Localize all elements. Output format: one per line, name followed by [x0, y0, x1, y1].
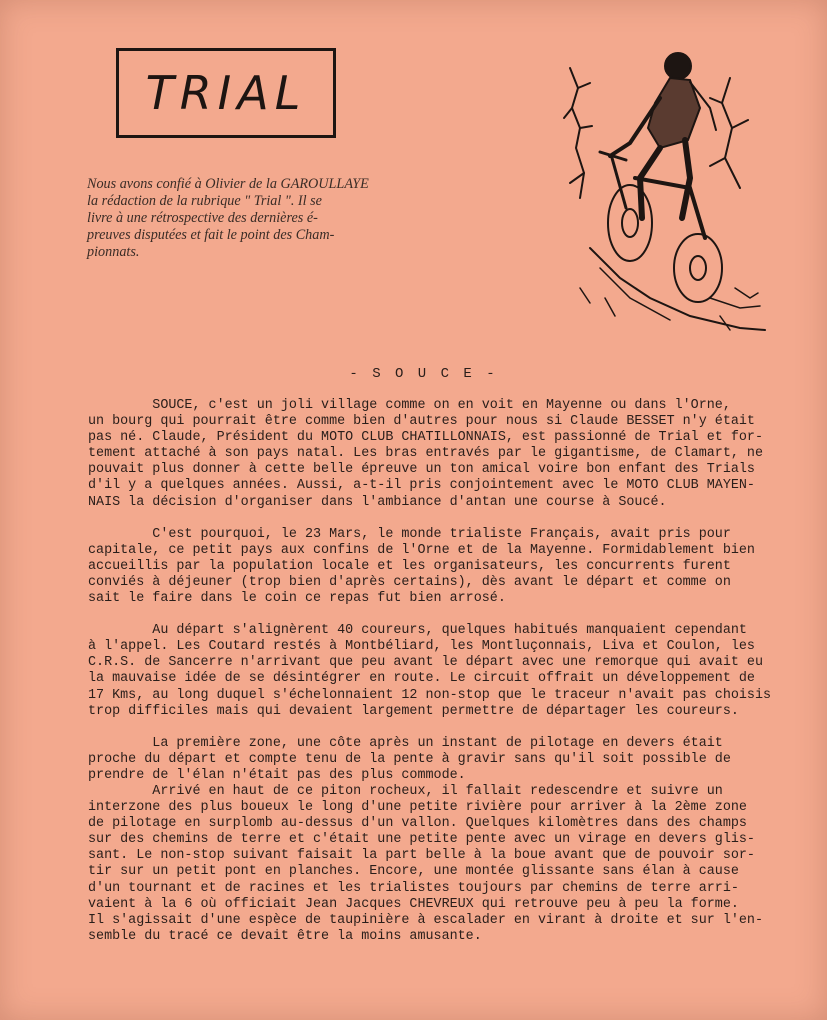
text-line: NAIS la décision d'organiser dans l'ambiance d'antan une course à Soucé. — [88, 494, 667, 510]
text-line: conviés à déjeuner (trop bien d'après certains), dès avant le départ et comme on — [88, 574, 731, 590]
section-title: - S O U C E - — [349, 366, 498, 382]
paragraph-spacer — [88, 720, 798, 736]
paragraph — [88, 623, 798, 720]
intro-line: pionnats. — [87, 244, 140, 260]
text-line: C'est pourquoi, le 23 Mars, le monde trialiste Français, avait pris pour — [88, 526, 731, 542]
text-line: Arrivé en haut de ce piton rocheux, il fallait redescendre et suivre un — [88, 783, 723, 799]
text-line: pouvait plus donner à cette belle épreuve un ton amical voire bon enfant des Trials — [88, 462, 755, 478]
text-line: sur des chemins de terre et c'était une petite pente avec un virage en devers glis- — [88, 832, 755, 848]
text-line: un bourg qui pourrait être comme bien d'autres pour nous si Claude BESSET n'y était — [88, 414, 755, 430]
page-title: TRIAL — [145, 66, 307, 120]
text-line: d'il y a quelques années. Aussi, a-t-il pris conjointement avec le MOTO CLUB MAYEN- — [88, 478, 755, 494]
text-line: SOUCE, c'est un joli village comme on en voit en Mayenne ou dans l'Orne, — [88, 398, 731, 413]
paragraph — [88, 527, 798, 607]
text-line: tement attaché à son pays natal. Les bras entravés par le gigantisme, de Clamart, ne — [88, 446, 763, 462]
text-line: Au départ s'alignèrent 40 coureurs, quelques habitués manquaient cependant — [88, 623, 747, 639]
text-line: prendre de l'élan n'était pas des plus commode. — [88, 767, 466, 783]
title-box — [116, 48, 336, 138]
intro-paragraph — [87, 176, 467, 261]
text-line: interzone des plus boueux le long d'une petite rivière pour arriver à la 2ème zone — [88, 800, 747, 816]
text-line: capitale, ce petit pays aux confins de l'Orne et de la Mayenne. Formidablement bien — [88, 542, 755, 558]
text-line: pas né. Claude, Président du MOTO CLUB CHATILLONNAIS, est passionné de Trial et for- — [88, 430, 763, 446]
text-line: C.R.S. de Sancerre n'arrivant que peu avant le départ avec une remorque qui avait eu — [88, 655, 763, 671]
paragraph-spacer — [88, 607, 798, 623]
text-line: sait le faire dans le coin ce repas fut bien arrosé. — [88, 591, 506, 607]
intro-line: Nous avons confié à Olivier de la GAROULLAYE — [87, 176, 369, 192]
text-line: trop difficiles mais qui devaient largement permettre de départager les coureurs. — [88, 703, 739, 719]
paragraph-spacer — [88, 511, 798, 527]
intro-line: livre à une rétrospective des dernières é- — [87, 210, 318, 226]
intro-line: preuves disputées et fait le point des Cham- — [87, 227, 335, 243]
article-body — [88, 398, 798, 945]
text-line: de pilotage en surplomb au-dessus d'un vallon. Quelques kilomètres dans des champs — [88, 816, 747, 832]
text-line: 17 Kms, au long duquel s'échelonnaient 12 non-stop que le traceur n'avait pas choisis — [88, 687, 772, 703]
trial-rider-illustration — [560, 48, 770, 338]
text-line: accueillis par la population locale et les organisateurs, les concurrents furent — [88, 558, 731, 574]
intro-line: la rédaction de la rubrique " Trial ". Il se — [87, 193, 322, 209]
paragraph — [88, 736, 798, 945]
text-line: à l'appel. Les Coutard restés à Montbéliard, les Montluçonnais, Liva et Coulon, les — [88, 639, 755, 655]
text-line: tir sur un petit pont en planches. Encore, une montée glissante sans élan à cause — [88, 864, 739, 880]
text-line: semble du tracé ce devait être la moins amusante. — [88, 928, 482, 944]
text-line: d'un tournant et de racines et les trialistes toujours par chemins de terre arri- — [88, 880, 739, 896]
text-line: vaient à la 6 où officiait Jean Jacques CHEVREUX qui retrouve peu à peu la forme. — [88, 896, 739, 912]
paragraph — [88, 398, 798, 511]
text-line: Il s'agissait d'une espèce de taupinière à escalader en virant à droite et sur l'en- — [88, 912, 763, 928]
text-line: la mauvaise idée de se désintégrer en route. Le circuit offrait un développement de — [88, 671, 755, 687]
text-line: proche du départ et compte tenu de la pente à gravir sans qu'il soit possible de — [88, 751, 731, 767]
text-line: La première zone, une côte après un instant de pilotage en devers était — [88, 735, 723, 751]
text-line: sant. Le non-stop suivant faisait la part belle à la boue avant que de pouvoir sor- — [88, 848, 755, 864]
